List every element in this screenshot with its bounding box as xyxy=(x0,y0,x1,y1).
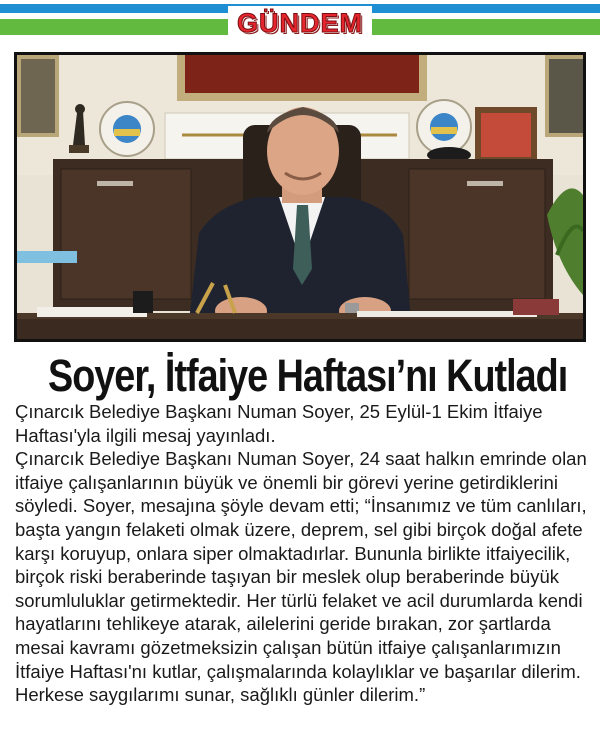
wall-frame-center xyxy=(177,55,427,101)
section-title: GÜNDEM xyxy=(237,7,363,38)
banner-label-box xyxy=(228,6,372,40)
section-banner xyxy=(0,0,600,42)
article-paragraph: Çınarcık Belediye Başkanı Numan Soyer, 25 Eylül-1 Ekim İtfaiye Haftası'yla ilgili mesaj yayınladı. xyxy=(15,401,543,446)
wall-frame-right xyxy=(545,55,583,137)
wall-frame-left xyxy=(17,55,59,137)
office-portrait-illustration xyxy=(17,55,583,339)
article-paragraph: Çınarcık Belediye Başkanı Numan Soyer, 24 saat halkın emrinde olan itfaiye çalışanlarının büyük ve önemli bir görevi yerine getirdiklerini söyledi. Soyer, mesajına şöyle devam etti; “İnsanımız ve tüm canlıları, başta yangın felaketi olmak üzere, deprem, sel gibi birçok doğal afete karşı koruyup, onlara siper olmaktadırlar. Bununla birlikte itfaiyecilik, birçok riski beraberinde taşıyan bir meslek olup beraberinde büyük sorumluluklar getirmektedir. Her türlü felaket ve acil durumlarda kendi hayatlarını tehlikeye atarak, ailelerini geride bırakan, zor şartlarda mesai kavramı gözetmeksizin çalışan bütün itfaiye çalışanlarımızın İtfaiye Haftası'nı kutlar, çalışmalarında kolaylıklar ve başarılar dilerim. Herkese saygılarımı sunar, sağlıklı günler dilerim.” xyxy=(15,448,587,706)
article-headline: Soyer, İtfaiye Haftası’nı Kutladı xyxy=(48,350,568,401)
article-body xyxy=(15,400,595,707)
article-photo xyxy=(14,52,586,342)
